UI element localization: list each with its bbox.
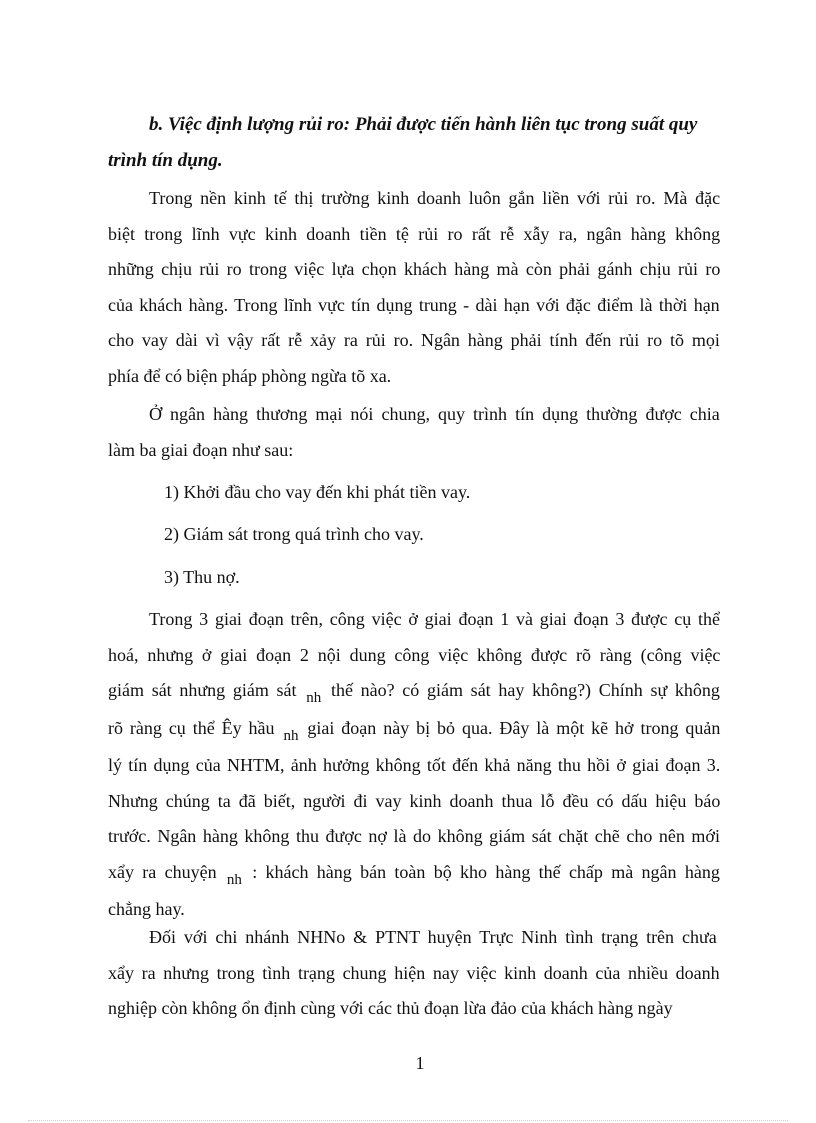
paragraph-line bbox=[108, 711, 720, 749]
paragraph-line bbox=[108, 673, 720, 711]
paragraph-line: của khách hàng. Trong lĩnh vực tín dụng trung - dài hạn với đặc điểm là thời hạn bbox=[108, 294, 720, 315]
text-run: : khách hàng bán toàn bộ kho hàng thế chấp mà ngân hàng bbox=[252, 861, 720, 882]
paragraph bbox=[108, 181, 720, 394]
paragraph-line: Đối với chi nhánh NHNo & PTNT huyện Trực Ninh tình trạng trên chưa bbox=[149, 927, 717, 947]
section-heading bbox=[108, 107, 748, 179]
paragraph-line: Ở ngân hàng thương mại nói chung, quy trình tín dụng thường được chia bbox=[149, 404, 720, 424]
paragraph-line bbox=[108, 855, 720, 893]
paragraph-line: lý tín dụng của NHTM, ảnh hưởng không tốt đến khả năng thu hồi ở giai đoạn 3. bbox=[108, 755, 721, 775]
text-run: giám sát nhưng giám sát bbox=[108, 680, 297, 700]
heading-line: b. Việc định lượng rủi ro: Phải được tiến hành liên tục trong suất quy bbox=[149, 114, 698, 135]
text-run: giai đoạn này bị bỏ qua. Đây là một kẽ hở trong quản bbox=[307, 717, 721, 738]
paragraph-line: Nhưng chúng ta đã biết, người đi vay kinh doanh thua lỗ đều có dấu hiệu báo bbox=[108, 790, 721, 811]
list-item: 3) Thu nợ. bbox=[164, 567, 240, 587]
paragraph bbox=[108, 920, 720, 1027]
paragraph-line: làm ba giai đoạn như sau: bbox=[108, 439, 294, 460]
paragraph-line: chẳng hay. bbox=[108, 899, 185, 919]
heading-line: trình tín dụng. bbox=[108, 150, 223, 171]
page-number: 1 bbox=[415, 1053, 425, 1073]
paragraph-line: nghiệp còn không ổn định cùng với các thủ đoạn lừa đảo của khách hàng ngày bbox=[108, 998, 673, 1018]
text-run: rõ ràng cụ thể Êy hầu bbox=[108, 717, 275, 738]
paragraph-line: biệt trong lĩnh vực kinh doanh tiền tệ rủi ro rất rễ xẫy ra, ngân hàng không bbox=[108, 223, 721, 244]
paragraph-line: xẩy ra nhưng trong tình trạng chung hiện nay việc kinh doanh của nhiều doanh bbox=[108, 962, 720, 983]
paragraph bbox=[108, 397, 720, 468]
list-item: 1) Khởi đầu cho vay đến khi phát tiền vay. bbox=[164, 482, 471, 502]
paragraph-line: Trong 3 giai đoạn trên, công việc ở giai đoạn 1 và giai đoạn 3 được cụ thể bbox=[149, 609, 721, 629]
page-bottom-divider bbox=[28, 1120, 788, 1121]
paragraph-line: cho vay dài vì vậy rất rễ xảy ra rủi ro. Ngân hàng phải tính đến rủi ro tõ mọi bbox=[108, 330, 720, 350]
paragraph-line: Trong nền kinh tế thị trường kinh doanh luôn gắn liền với rủi ro. Mà đặc bbox=[149, 188, 721, 208]
subscript-text: nh bbox=[306, 690, 322, 706]
paragraph-line: hoá, nhưng ở giai đoạn 2 nội dung công việc không được rõ ràng (công việc bbox=[108, 644, 721, 665]
subscript-text: nh bbox=[226, 871, 242, 888]
subscript-text: nh bbox=[283, 727, 299, 744]
paragraph-line: những chịu rủi ro trong việc lựa chọn khách hàng mà còn phải gánh chịu rủi ro bbox=[108, 259, 721, 279]
paragraph bbox=[108, 602, 720, 928]
text-run: xẩy ra chuyện bbox=[108, 861, 217, 882]
text-run: thế nào? có giám sát hay không?) Chính sự không bbox=[330, 680, 720, 700]
list-item: 2) Giám sát trong quá trình cho vay. bbox=[164, 524, 424, 544]
paragraph-line: trước. Ngân hàng không thu được nợ là do không giám sát chặt chẽ cho nên mới bbox=[108, 826, 720, 846]
paragraph-line: phía để có biện pháp phòng ngừa tõ xa. bbox=[108, 365, 392, 386]
